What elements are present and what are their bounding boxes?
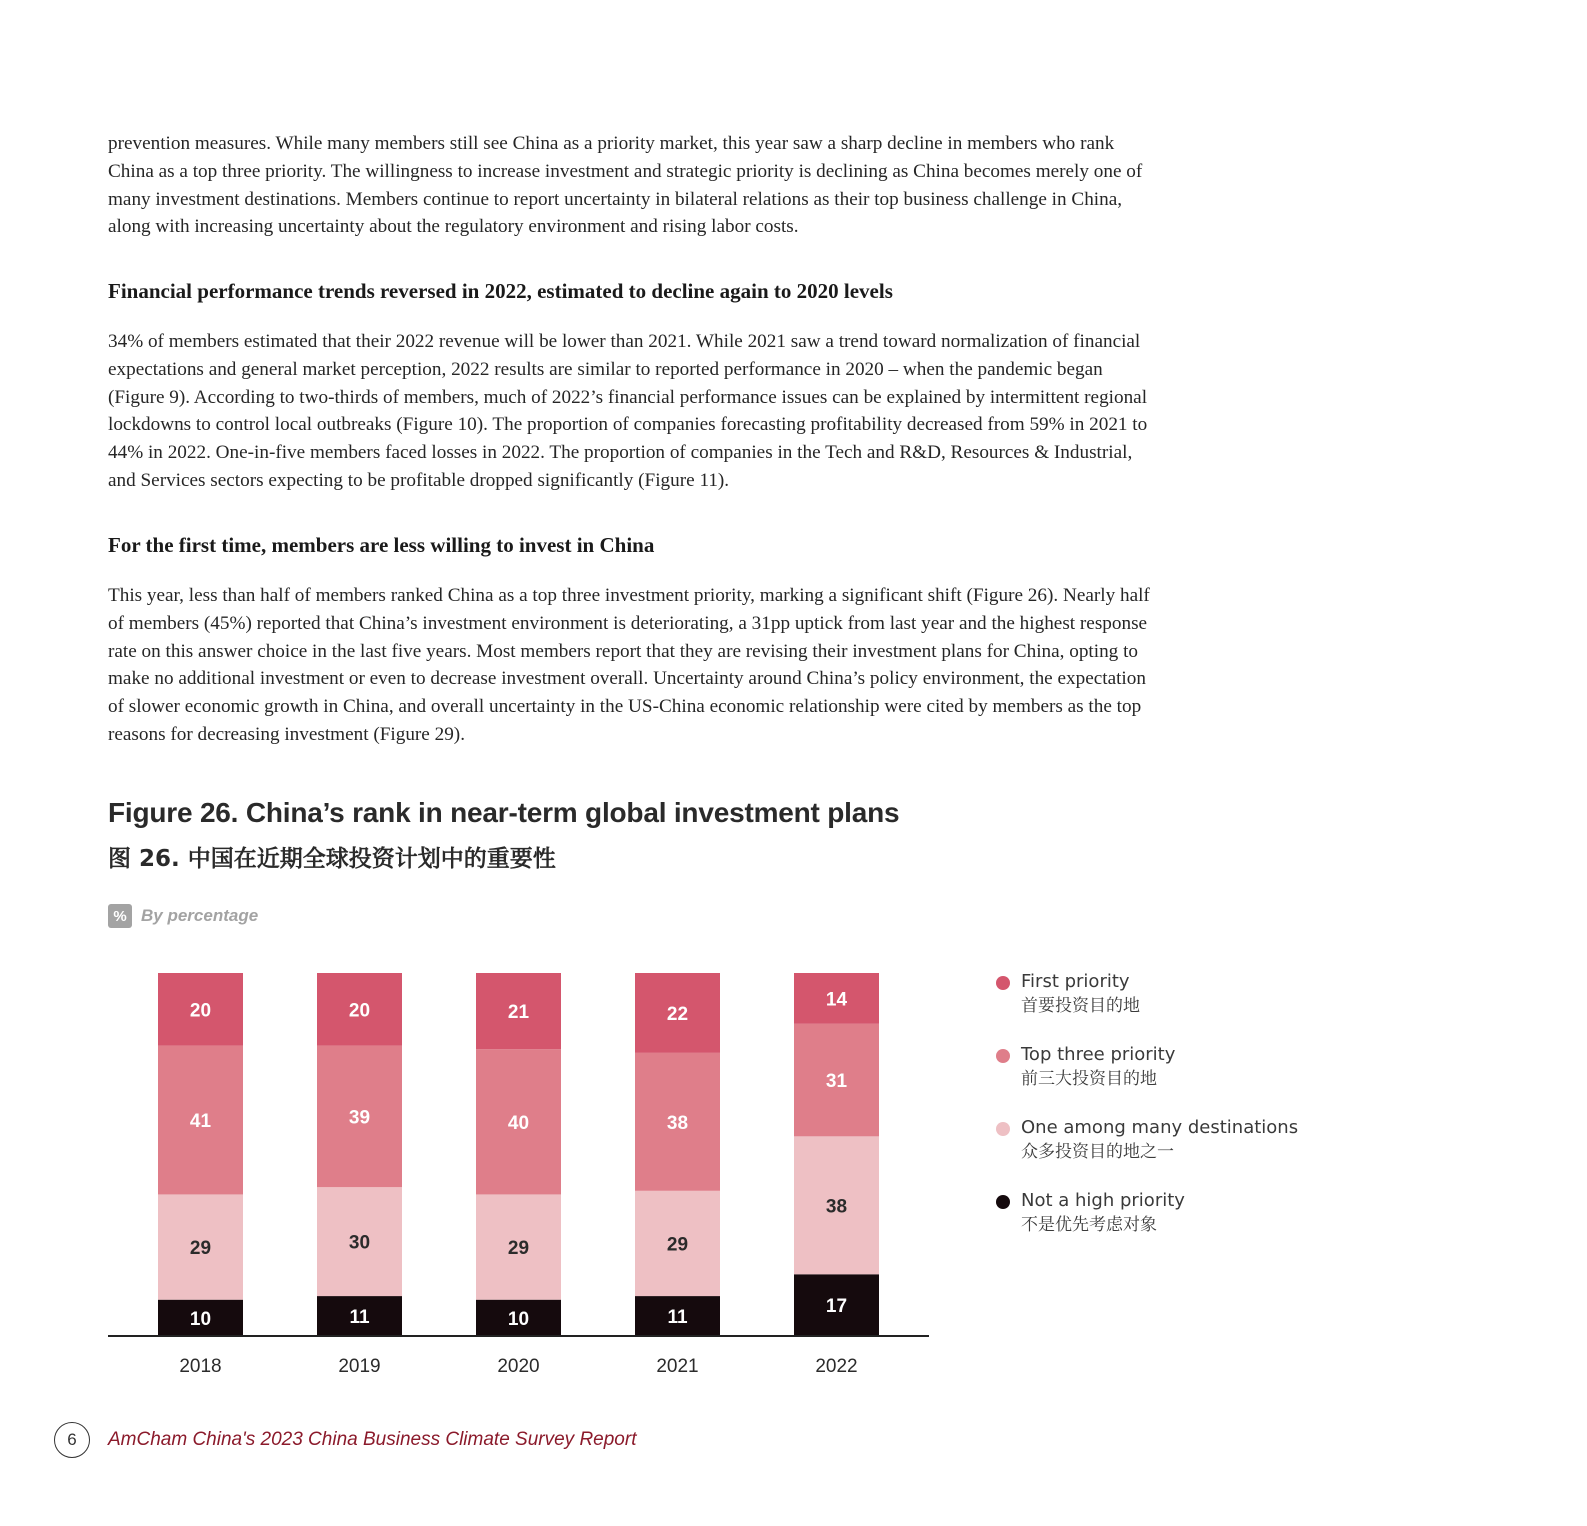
investment-paragraph: This year, less than half of members ranked China as a top three investment priority, marking a significant shift (Figure 26). Nearly half of members (45%) reported that China’s investment environment is deteriorating, a 31pp uptick from last year and the highest response rate on this answer choice in the last five years. Most members report that they are revising their investment plans for China, opting to make no additional investment or even to decrease investment overall. Uncertainty around China’s policy environment, the expectation of slower economic growth in China, and overall uncertainty in the US-China economic relationship were cited by members as the top reasons for decreasing investment (Figure 29). [108,585,1150,745]
intro-paragraph: prevention measures. While many members still see China as a priority market, this year saw a sharp decline in members who rank China as a top three priority. The willingness to increase investment and strategic priority is declining as China becomes merely one of many investment destinations. Members continue to report uncertainty in bilateral relations as their top business challenge in China, along with increasing uncertainty about the regulatory environment and rising labor costs. [108,133,1143,238]
x-tick-label: 2020 [497,1356,540,1377]
data-label: 22 [666,1003,689,1025]
data-label: 20 [348,1000,371,1022]
unit-label: By percentage [141,906,259,925]
legend-label: Not a high priority [1021,1190,1185,1211]
data-label: 41 [189,1111,212,1133]
legend-item [996,1116,1298,1189]
data-label: 29 [507,1238,530,1260]
data-label: 20 [189,1000,212,1022]
data-label: 40 [507,1112,530,1134]
x-tick-label: 2019 [338,1356,381,1377]
legend-label-chinese: 前三大投资目的地 [1021,1069,1157,1089]
data-label: 30 [348,1232,371,1254]
chart-legend [996,970,1298,1262]
legend-label: First priority [1021,971,1130,992]
legend-label: Top three priority [1021,1044,1176,1065]
legend-swatch [996,1049,1010,1063]
legend-item [996,970,1298,1043]
legend-swatch [996,1195,1010,1209]
data-label: 11 [349,1307,370,1329]
x-tick-label: 2021 [656,1356,699,1377]
data-label: 29 [189,1238,212,1260]
data-label: 29 [666,1234,689,1256]
page-footer [54,1421,636,1459]
x-tick-label: 2018 [179,1356,222,1377]
footer-report-title: AmCham China's 2023 China Business Climate Survey Report [108,1429,637,1450]
data-label: 14 [825,989,848,1011]
data-label: 17 [825,1296,848,1318]
legend-item [996,1043,1298,1116]
data-label: 10 [189,1308,212,1330]
data-label: 38 [666,1112,689,1134]
section-heading-financial: Financial performance trends reversed in 2022, estimated to decline again to 2020 levels [108,279,893,303]
legend-swatch [996,976,1010,990]
section-heading-investment: For the first time, members are less willing to invest in China [108,533,655,557]
data-label: 10 [507,1308,530,1330]
financial-paragraph: 34% of members estimated that their 2022 revenue will be lower than 2021. While 2021 saw a trend toward normalization of financial expectations and general market perception, 2022 results are similar to reported performance in 2020 – when the pandemic began (Figure 9). According to two-thirds of members, much of 2022’s financial performance issues can be explained by intermittent regional lockdowns to control local outbreaks (Figure 10). The proportion of companies forecasting profitability decreased from 59% in 2021 to 44% in 2022. One-in-five members faced losses in 2022. The proportion of companies in the Tech and R&D, Resources & Industrial, and Services sectors expecting to be profitable dropped significantly (Figure 11). [108,331,1148,491]
page-number: 6 [54,1422,90,1458]
legend-label: One among many destinations [1021,1117,1299,1138]
data-label: 31 [825,1071,848,1093]
legend-label-chinese: 不是优先考虑对象 [1021,1215,1157,1235]
data-label: 38 [825,1196,848,1218]
legend-label-chinese: 众多投资目的地之一 [1021,1142,1174,1162]
percent-icon: % [108,904,132,928]
data-label: 11 [667,1307,688,1329]
x-tick-label: 2022 [815,1356,858,1377]
legend-label-chinese: 首要投资目的地 [1021,996,1140,1016]
figure-title: Figure 26. China’s rank in near-term global investment plans [108,797,900,828]
figure-title-chinese: 图 26. 中国在近期全球投资计划中的重要性 [108,846,556,872]
data-label: 39 [348,1107,371,1129]
legend-item [996,1189,1298,1262]
data-label: 21 [507,1002,530,1024]
legend-swatch [996,1122,1010,1136]
